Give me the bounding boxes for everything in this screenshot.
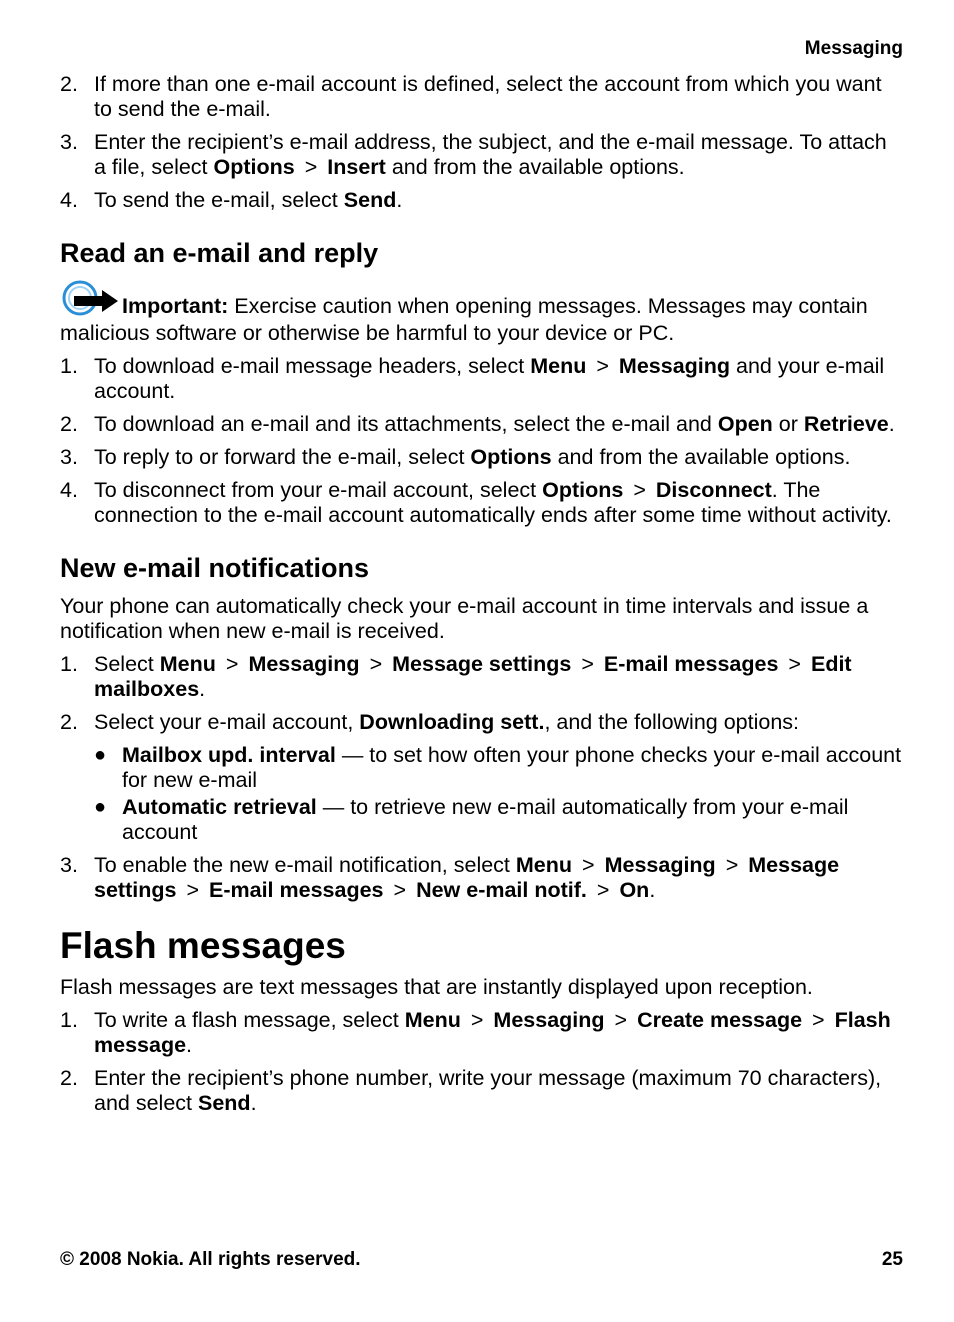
list-item: 3. To reply to or forward the e-mail, select Options and from the available options. [60,445,851,469]
list-item: 1. To write a flash message, select Menu > Messaging > Create message > Flash message. [60,1008,891,1057]
running-head: Messaging [804,38,903,59]
copyright: © 2008 Nokia. All rights reserved. [60,1249,361,1270]
bullet-item: ● Mailbox upd. interval — to set how often your phone checks your e-mail account for new e-mail [94,743,902,792]
page-content [60,72,903,1124]
bullet-icon: ● [94,796,107,818]
list-item: 3. To enable the new e-mail notification, select Menu > Messaging > Message settings > E-mail messages > New e-mail notif. > On. [60,853,840,902]
menu-term: Send [343,188,397,212]
step-text: To send the e-mail, select Send. [94,188,403,212]
step-number: 2. [60,72,78,96]
paragraph: Flash messages are text messages that are instantly displayed upon reception. [60,975,813,999]
page-number: 25 [881,1249,903,1270]
chapter-heading: Flash messages [60,925,346,966]
list-item: 1. Select Menu > Messaging > Message settings > E-mail messages > Edit mailboxes. [60,652,852,701]
section-heading: Read an e-mail and reply [60,238,379,268]
important-note: Important: Exercise caution when opening messages. Messages may contain malicious software or otherwise be harmful to your device or PC. [60,279,903,346]
menu-term: Insert [327,155,386,179]
list-item [60,72,903,122]
step-text: Enter the recipient’s e-mail address, the subject, and the e-mail message. To attach a file, select Options > Insert and from the available options. [94,130,887,179]
list-item: 2. To download an e-mail and its attachments, select the e-mail and Open or Retrieve. [60,412,895,436]
step-number: 3. [60,130,78,154]
list-item [60,188,903,213]
step-number: 4. [60,188,78,212]
step-text: If more than one e-mail account is defined, select the account from which you want to send the e-mail. [94,72,882,121]
list-item: 1. To download e-mail message headers, select Menu > Messaging and your e-mail account. [60,354,885,403]
important-icon [60,279,120,321]
paragraph: Your phone can automatically check your e-mail account in time intervals and issue a notification when new e-mail is received. [60,594,869,643]
menu-term: Options [213,155,295,179]
list-item [60,130,903,180]
bullet-icon: ● [94,744,107,766]
list-item: 2. Enter the recipient’s phone number, write your message (maximum 70 characters), and select Send. [60,1066,882,1115]
bullet-item: ● Automatic retrieval — to retrieve new e-mail automatically from your e-mail account [94,795,849,844]
list-item: 2. Select your e-mail account, Downloading sett., and the following options: [60,710,800,734]
section-heading: New e-mail notifications [60,553,370,583]
list-item: 4. To disconnect from your e-mail account, select Options > Disconnect. The connection to the e-mail account automatically ends after some time without activity. [60,478,892,527]
